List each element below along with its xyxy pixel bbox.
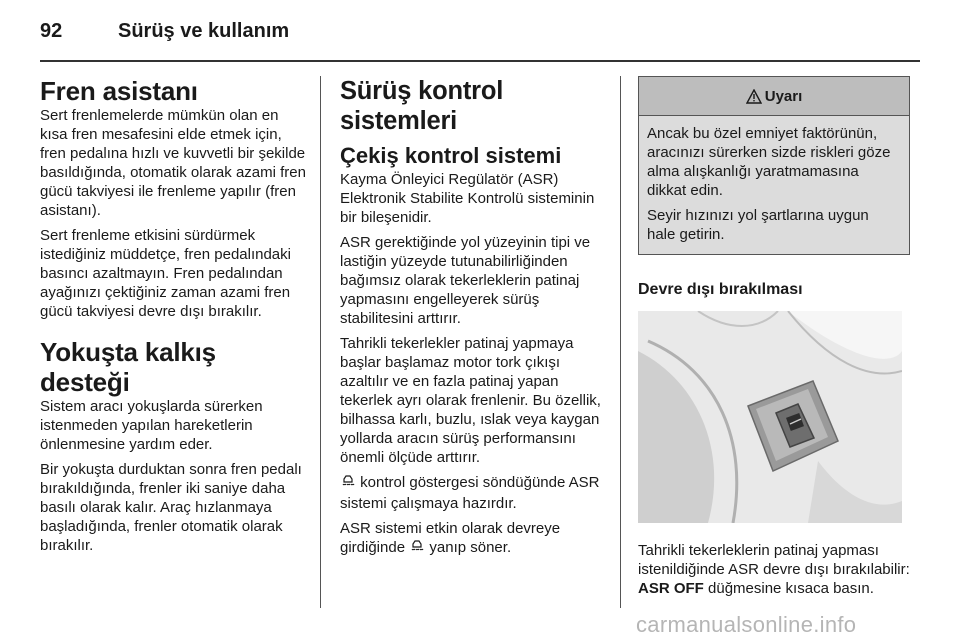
warning-triangle-icon xyxy=(746,89,762,104)
paragraph xyxy=(340,519,608,559)
warning-box xyxy=(638,76,910,255)
heading-fren-asistani: Fren asistanı xyxy=(40,76,198,106)
heading-yokusta-kalkis: Yokuşta kalkış desteği xyxy=(40,337,216,397)
page-header xyxy=(40,20,920,60)
paragraph: Sert frenlemelerde mümkün olan en kısa fren mesafesini elde etmek için, fren pedalına hızlı ve kuvvetli bir şekilde basıldığında, otomatik olarak azami fren gücü takviyesi ile frenleme yapılır (fren asistanı). xyxy=(40,107,306,219)
paragraph xyxy=(340,473,608,513)
paragraph: Tahrikli tekerlekler patinaj yapmaya başlar başlamaz motor tork çıkışı azaltılır ve en fazla patinaj yapan tekerlek ayrı olarak frenlenir. Bu özellik, bilhassa karlı, buzlu, ıslak veya kaygan yollarda aracın sürüş performansını önemli ölçüde arttırır. xyxy=(340,335,601,466)
asr-off-button-photo xyxy=(638,311,902,523)
paragraph: ASR gerektiğinde yol yüzeyinin tipi ve lastiğin yüzeyde tutunabilirliğinden bağımsız olarak tekerleklerin patinaj yapmasını engelleyerek sürüş stabilitesini arttırır. xyxy=(340,234,591,327)
warning-label: Uyarı xyxy=(764,87,803,105)
asr-ready-text: kontrol göstergesi söndüğünde ASR sistemi çalışmaya hazırdır. xyxy=(340,474,600,512)
paragraph: Kayma Önleyici Regülatör (ASR) Elektronik Stabilite Kontrolü sisteminin bir bileşenidir. xyxy=(340,171,595,226)
paragraph xyxy=(638,541,910,598)
section-title: Sürüş ve kullanım xyxy=(118,20,290,42)
asr-skid-icon xyxy=(340,473,356,494)
heading-surus-kontrol: Sürüş kontrol sistemleri xyxy=(340,77,504,135)
warning-header xyxy=(639,77,909,116)
deactivate-text-end: düğmesine kısaca basın. xyxy=(703,580,874,597)
deactivate-text: Tahrikli tekerleklerin patinaj yapması istenildiğinde ASR devre dışı bırakılabilir: xyxy=(638,542,910,578)
column-1 xyxy=(40,76,308,555)
warning-text: Ancak bu özel emniyet faktörünün, aracınızı sürerken sizde riskleri göze alma alışkanlığı yaratmamasına dikkat edin. xyxy=(647,125,891,199)
asr-off-button-label: ASR OFF xyxy=(638,580,704,597)
header-divider xyxy=(40,60,920,62)
column-2 xyxy=(340,76,608,559)
column-divider-1 xyxy=(320,76,321,608)
heading-cekis-kontrol: Çekiş kontrol sistemi xyxy=(340,143,562,168)
page-number: 92 xyxy=(40,20,63,42)
paragraph: Bir yokuşta durduktan sonra fren pedalı bırakıldığında, frenler iki saniye daha basılı olarak kalır. Araç hızlanmaya başladığında, frenler otomatik olarak bırakılır. xyxy=(40,461,302,554)
column-divider-2 xyxy=(620,76,621,608)
asr-blink-text: yanıp söner. xyxy=(425,539,512,556)
paragraph: Sistem aracı yokuşlarda sürerken istenmeden yapılan hareketlerin önlenmesine yardım eder. xyxy=(40,398,263,453)
column-3 xyxy=(638,76,910,598)
heading-devre-disi: Devre dışı bırakılması xyxy=(638,281,803,298)
paragraph: Sert frenleme etkisini sürdürmek istediğiniz müddetçe, fren pedalındaki basıncı azaltmayın. Fren pedalından ayağınızı çektiğiniz zaman azami fren gücü takviyesi devre dışı bırakılır. xyxy=(40,227,291,320)
warning-text: Seyir hızınızı yol şartlarına uygun hale getirin. xyxy=(647,207,869,243)
asr-skid-icon xyxy=(409,538,425,559)
watermark: carmanualsonline.info xyxy=(636,612,857,637)
asr-active-text: ASR sistemi etkin olarak devreye girdiğinde xyxy=(340,520,561,556)
